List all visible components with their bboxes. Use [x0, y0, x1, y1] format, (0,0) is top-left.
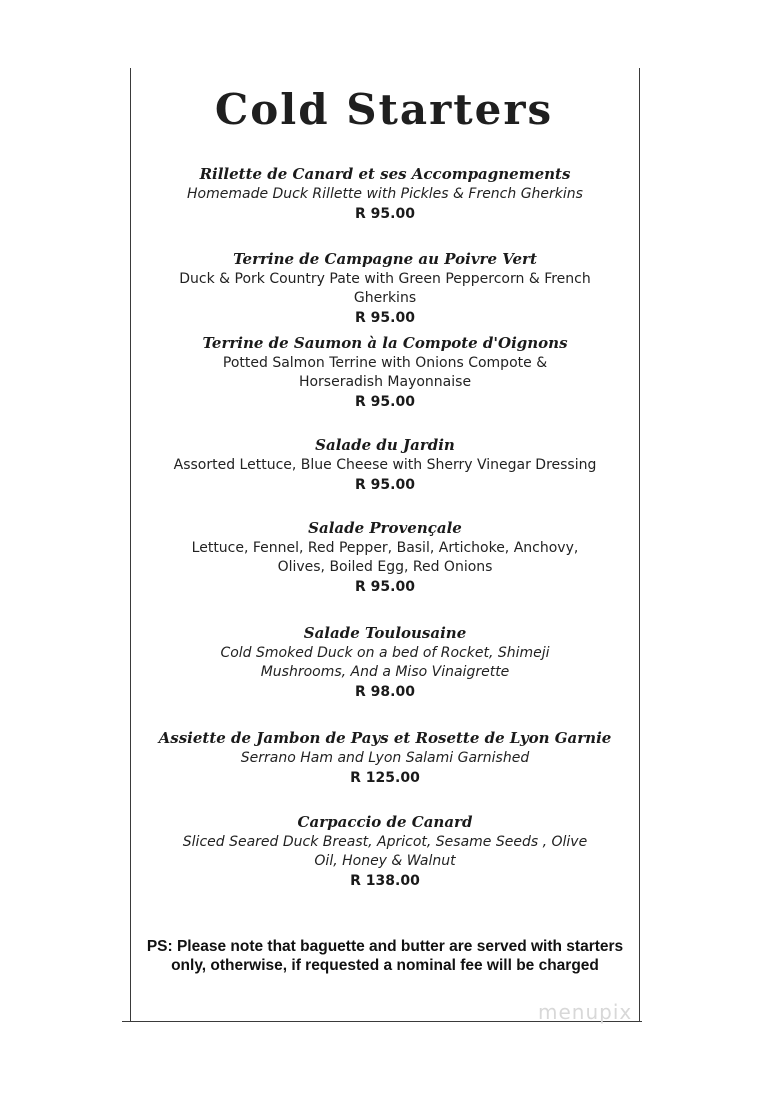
- dish-description: Sliced Seared Duck Breast, Apricot, Sesame Seeds , Olive Oil, Honey & Walnut: [182, 834, 588, 869]
- dish-description: Potted Salmon Terrine with Onions Compote & Horseradish Mayonnaise: [222, 355, 548, 390]
- dish-price: R 138.00: [350, 873, 420, 889]
- dish-price: R 95.00: [355, 310, 415, 326]
- bread-note: PS: Please note that baguette and butter are served with starters only, otherwise, if requested a nominal fee will be charged: [146, 938, 624, 974]
- dish-assiette-jambon: [134, 727, 636, 789]
- dish-salade-provencale: [134, 517, 636, 598]
- dish-description: Serrano Ham and Lyon Salami Garnished: [240, 750, 530, 766]
- dish-description: Lettuce, Fennel, Red Pepper, Basil, Artichoke, Anchovy, Olives, Boiled Egg, Red Onions: [191, 540, 579, 575]
- dish-name: Salade Provençale: [308, 519, 462, 537]
- dish-description: Assorted Lettuce, Blue Cheese with Sherry Vinegar Dressing: [173, 457, 597, 473]
- dish-name: Carpaccio de Canard: [297, 813, 473, 831]
- dish-price: R 95.00: [355, 394, 415, 410]
- dish-terrine-saumon: [134, 332, 636, 413]
- dish-terrine-campagne: [134, 248, 636, 329]
- menu-title: Cold Starters: [214, 85, 554, 134]
- dish-price: R 95.00: [355, 206, 415, 222]
- dish-price: R 95.00: [355, 477, 415, 493]
- dish-price: R 98.00: [355, 684, 415, 700]
- dish-name: Rillette de Canard et ses Accompagnements: [199, 165, 571, 183]
- dish-description: Homemade Duck Rillette with Pickles & French Gherkins: [187, 186, 583, 202]
- dish-salade-jardin: [134, 434, 636, 496]
- dish-name: Salade du Jardin: [315, 436, 455, 454]
- dish-name: Assiette de Jambon de Pays et Rosette de Lyon Garnie: [158, 729, 612, 747]
- watermark: menupix: [538, 1000, 633, 1024]
- dish-price: R 125.00: [350, 770, 420, 786]
- dish-rillette: [134, 163, 636, 225]
- dish-name: Salade Toulousaine: [303, 624, 467, 642]
- dish-description: Cold Smoked Duck on a bed of Rocket, Shimeji Mushrooms, And a Miso Vinaigrette: [220, 645, 550, 680]
- dish-description: Duck & Pork Country Pate with Green Peppercorn & French Gherkins: [179, 271, 591, 306]
- dish-carpaccio: [134, 811, 636, 892]
- dish-price: R 95.00: [355, 579, 415, 595]
- dish-name: Terrine de Saumon à la Compote d'Oignons: [202, 334, 568, 352]
- dish-salade-toulousaine: [134, 622, 636, 703]
- dish-name: Terrine de Campagne au Poivre Vert: [233, 250, 537, 268]
